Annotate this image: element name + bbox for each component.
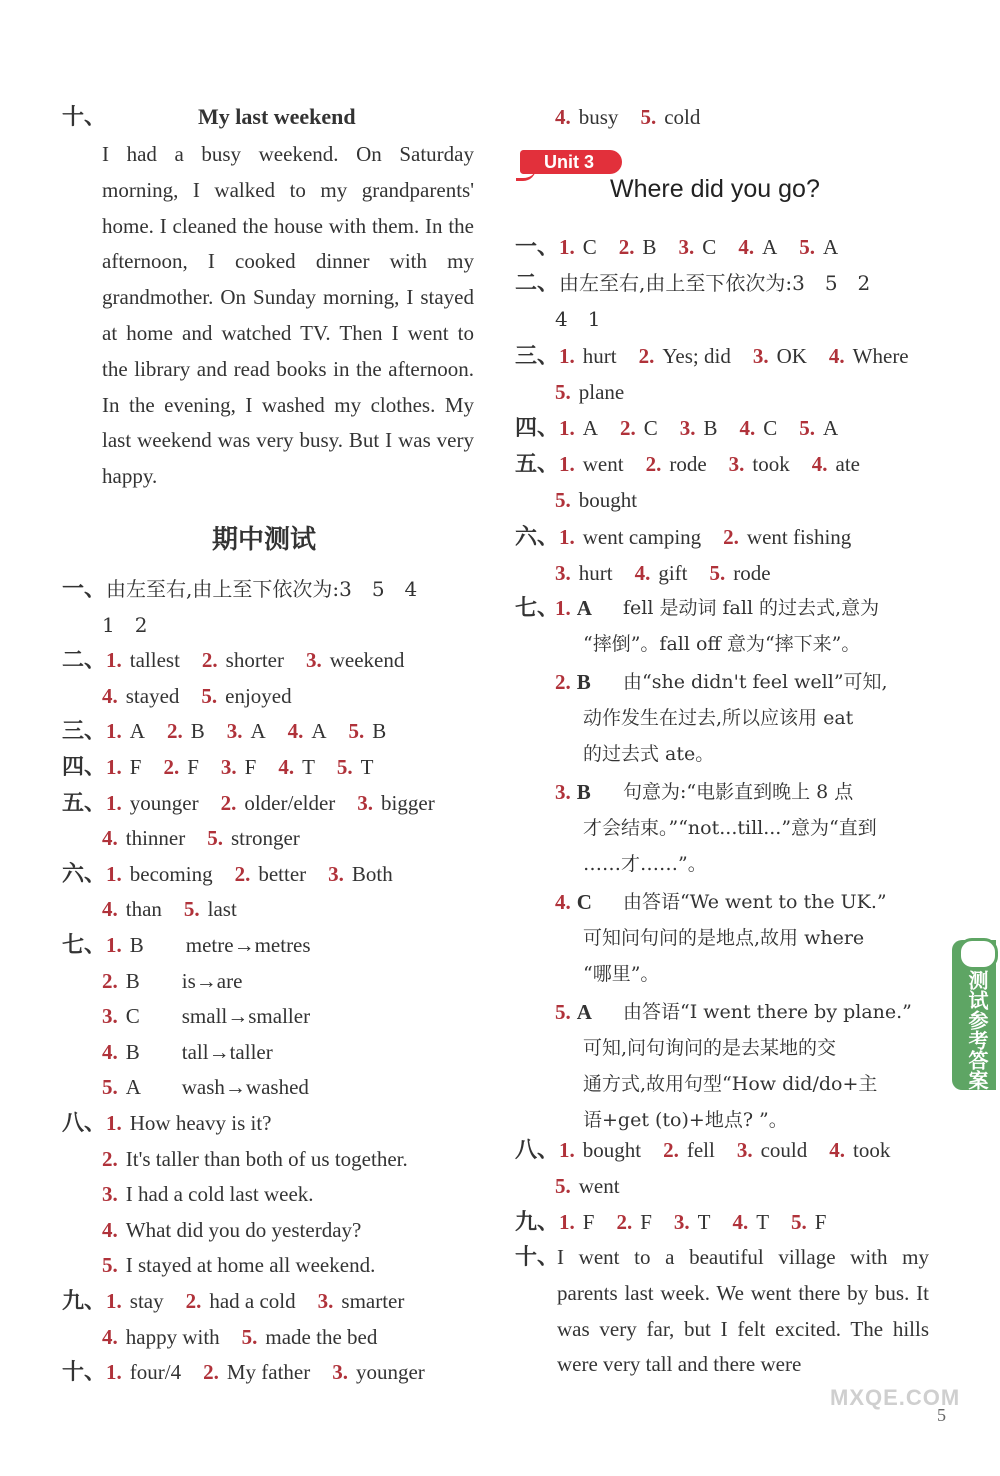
- item-number: 4.: [102, 1324, 118, 1349]
- item-number: 3.: [555, 780, 571, 804]
- item-number: 4.: [102, 1217, 118, 1242]
- item-number: 3.: [752, 343, 769, 368]
- answer-text: 由左至右,由上至下依次为:3 5 2: [559, 271, 871, 296]
- answer-value: bought: [578, 488, 638, 513]
- item-number: 3.: [673, 1210, 690, 1234]
- answer-value: C: [643, 416, 658, 440]
- question-number: 九、: [515, 1209, 560, 1234]
- question-number: 七、: [515, 595, 560, 620]
- answer-value: A wash→washed: [125, 1075, 309, 1100]
- item-number: 3.: [226, 719, 243, 744]
- answer-value: B tall→taller: [125, 1039, 273, 1064]
- answer-value: rode: [733, 560, 771, 585]
- answer-row: [62, 1180, 336, 1208]
- item-number: 2.: [102, 1146, 118, 1171]
- answer-letter: B: [576, 670, 591, 694]
- question-number: 四、: [515, 415, 560, 440]
- answer-row: [62, 646, 426, 674]
- answer-letter: C: [576, 890, 592, 914]
- answer-value: F: [244, 755, 257, 779]
- essay-body: I went to a beautiful village with my parents last week. We went there by bus. It was very far, but I felt excited. The hills were very tall and there were: [557, 1245, 929, 1377]
- answer-value: F: [814, 1210, 827, 1234]
- item-number: 5.: [799, 235, 815, 259]
- side-tab-label: 测试参考答案: [965, 970, 989, 1090]
- answer-value: hurt: [582, 343, 617, 368]
- item-number: 3.: [736, 1138, 753, 1162]
- answer-row: [62, 789, 457, 817]
- answer-row: [62, 1287, 426, 1315]
- question-number: 八、: [62, 1110, 107, 1135]
- answer-value: C: [763, 416, 778, 440]
- item-number: 2.: [723, 524, 739, 549]
- question-number: 十、: [515, 1244, 560, 1269]
- item-number: 5.: [201, 683, 218, 708]
- item-number: 4.: [102, 826, 118, 851]
- answer-value: thinner: [125, 826, 186, 851]
- item-number: 4.: [555, 890, 571, 914]
- item-number: 4.: [739, 416, 756, 440]
- explanation-text: 由“she didn't feel well”可知,: [623, 671, 888, 693]
- item-number: 1.: [106, 1360, 122, 1385]
- page-number: 5: [937, 1405, 946, 1425]
- answer-value: B: [703, 416, 718, 440]
- item-number: 4.: [102, 683, 118, 708]
- item-number: 2.: [201, 648, 218, 673]
- item-number: 5.: [791, 1210, 807, 1234]
- answer-row: [62, 1145, 430, 1173]
- item-number: 4.: [555, 105, 571, 129]
- explanation-text: 通方式,故用句型“How did/do+主: [583, 1073, 878, 1095]
- question-number: 五、: [515, 451, 560, 477]
- explanation-text: “哪里”。: [583, 963, 660, 985]
- answer-text: 由左至右,由上至下依次为:3 5 4: [106, 577, 418, 601]
- explanation-text: 才会结束。”“not...till...”意为“直到: [583, 817, 877, 839]
- item-number: 5.: [555, 379, 571, 404]
- answer-value: B: [372, 719, 387, 744]
- answer-value: fell: [686, 1138, 715, 1162]
- item-number: 4.: [828, 343, 845, 368]
- answer-value: stay: [129, 1289, 164, 1313]
- answer-row: [62, 575, 417, 603]
- answer-value: shorter: [225, 648, 284, 673]
- item-number: 1.: [559, 452, 575, 477]
- answer-row: [62, 717, 408, 745]
- answer-value: enjoyed: [225, 683, 292, 708]
- explanation-text: 句意为:“电影直到晚上 8 点: [623, 781, 854, 803]
- question-number: 二、: [515, 270, 560, 296]
- question-number: 一、: [62, 576, 107, 601]
- answer-value: F: [640, 1210, 652, 1234]
- explanation-text: 由答语“I went there by plane.”: [623, 1001, 912, 1023]
- answer-row: [62, 1358, 447, 1386]
- answer-value: A: [762, 235, 778, 259]
- answer-value: Where: [852, 343, 909, 368]
- answer-value: had a cold: [209, 1289, 296, 1313]
- answer-value: ate: [835, 452, 860, 477]
- answer-value: four/4: [129, 1360, 182, 1385]
- answer-value: hurt: [578, 560, 613, 585]
- answer-value: went fishing: [746, 524, 852, 549]
- question-number: 三、: [62, 718, 107, 744]
- section-title: 期中测试: [212, 525, 317, 555]
- question-number: 十、: [62, 1359, 107, 1385]
- explanation-text: fell 是动词 fall 的过去式,意为: [623, 597, 880, 619]
- item-number: 1.: [106, 719, 122, 744]
- answer-value: T: [697, 1210, 711, 1234]
- item-number: 1.: [106, 1289, 122, 1313]
- item-number: 1.: [559, 416, 575, 440]
- answer-value: T: [302, 755, 315, 779]
- answer-row: [62, 1073, 331, 1101]
- question-number: 一、: [515, 234, 560, 259]
- item-number: 5.: [709, 560, 726, 585]
- item-number: 4.: [287, 719, 304, 744]
- answer-value: A: [129, 719, 145, 744]
- item-number: 3.: [102, 1004, 118, 1029]
- item-number: 4.: [811, 452, 828, 477]
- explanation-item: [555, 998, 592, 1026]
- answer-row: [62, 1002, 332, 1030]
- answer-value: rode: [669, 452, 707, 477]
- answer-value: B is→are: [125, 968, 243, 993]
- answer-value: took: [752, 452, 790, 477]
- answer-row: [515, 1208, 848, 1236]
- item-number: 5.: [207, 826, 223, 851]
- item-number: 1.: [106, 790, 122, 815]
- item-number: 2.: [220, 790, 237, 815]
- answer-row: [515, 486, 659, 514]
- item-number: 2.: [616, 1210, 633, 1234]
- answer-value: younger: [355, 1360, 425, 1385]
- answer-letter: B: [576, 780, 591, 804]
- answer-row: [515, 559, 793, 587]
- answer-value: went: [578, 1174, 620, 1198]
- answer-value: OK: [776, 343, 807, 368]
- question-number: 四、: [62, 754, 107, 779]
- answer-value: A: [822, 235, 839, 259]
- answer-value: tallest: [129, 648, 180, 673]
- item-number: 2.: [163, 755, 180, 779]
- item-number: 1.: [559, 524, 575, 549]
- answer-row: [62, 611, 147, 639]
- unit-badge: Unit 3: [520, 150, 622, 174]
- answer-row: [515, 305, 600, 333]
- answer-value: F: [187, 755, 199, 779]
- answer-value: stayed: [125, 683, 180, 708]
- item-number: 2.: [185, 1289, 202, 1313]
- explanation-text: 由答语“We went to the UK.”: [623, 891, 887, 913]
- answer-value: B metre→metres: [129, 933, 311, 957]
- item-number: 5.: [102, 1075, 118, 1100]
- answer-value: becoming: [129, 861, 213, 886]
- answer-value: T: [756, 1210, 770, 1234]
- answer-value: C small→smaller: [125, 1004, 311, 1029]
- question-number: 六、: [62, 860, 107, 886]
- question-number: 八、: [515, 1137, 560, 1162]
- answer-value: C: [702, 235, 717, 259]
- answer-value: B: [190, 719, 205, 744]
- question-number: 九、: [62, 1288, 107, 1313]
- item-number: 3.: [306, 648, 322, 673]
- item-number: 3.: [357, 790, 374, 815]
- item-number: 2.: [663, 1138, 679, 1162]
- explanation-text: 可知问句问的是地点,故用 where: [583, 927, 865, 949]
- item-number: 3.: [220, 755, 237, 779]
- answer-value: happy with: [125, 1324, 220, 1349]
- answer-row: [515, 1136, 912, 1164]
- answer-value: weekend: [329, 648, 405, 673]
- answer-row: [62, 1109, 294, 1137]
- answer-row: [62, 967, 264, 995]
- explanation-text: 动作发生在过去,所以应该用 eat: [583, 707, 854, 729]
- unit-title: Where did you go?: [610, 175, 820, 203]
- answer-row: [515, 342, 931, 370]
- answer-value: bigger: [381, 790, 435, 815]
- item-number: 2.: [618, 235, 635, 259]
- item-number: 5.: [348, 719, 365, 744]
- answer-value: better: [258, 861, 307, 886]
- explanation-item: [555, 778, 591, 806]
- item-number: 4.: [738, 235, 755, 259]
- answer-row: [62, 753, 395, 781]
- answer-row: [62, 860, 415, 888]
- item-number: 1.: [559, 1210, 575, 1234]
- explanation-item: [555, 668, 591, 696]
- answer-row: [515, 450, 882, 478]
- explanation-item: [555, 594, 592, 622]
- item-number: 2.: [555, 670, 571, 694]
- answer-row: [62, 895, 259, 923]
- answer-value: How heavy is it?: [129, 1111, 272, 1135]
- answer-text: 1 2: [102, 612, 148, 637]
- explanation-text: 的过去式 ate。: [583, 743, 715, 765]
- answer-row: [515, 414, 860, 442]
- answer-row: [62, 1323, 399, 1351]
- answer-value: last: [207, 897, 237, 922]
- item-number: 5.: [640, 105, 657, 129]
- answer-value: gift: [658, 560, 688, 585]
- answer-value: What did you do yesterday?: [125, 1217, 362, 1242]
- essay-body: I had a busy weekend. On Saturday morning, I walked to my grandparents' home. I cleaned the house with them. In the afternoon, I cooked dinner with my grandmother. On Sunday morning, I stayed at home and watched TV. Then I went to the library and read books in the afternoon. In the evening, I washed my clothes. My last weekend was very busy. But I was very happy.: [102, 142, 474, 489]
- answer-row: [515, 378, 646, 406]
- item-number: 4.: [278, 755, 295, 779]
- answer-value: It's taller than both of us together.: [125, 1146, 408, 1171]
- item-number: 1.: [555, 596, 571, 620]
- answer-row: [62, 1038, 295, 1066]
- answer-value: than: [125, 897, 162, 922]
- answer-text: 4 1: [555, 307, 601, 332]
- answer-value: made the bed: [265, 1324, 378, 1349]
- answer-letter: A: [576, 596, 592, 620]
- item-number: 1.: [559, 1138, 575, 1162]
- watermark: MXQE.COM: [830, 1385, 961, 1410]
- item-number: 1.: [106, 933, 122, 957]
- item-number: 3.: [555, 560, 571, 585]
- answer-value: went camping: [582, 524, 702, 549]
- item-number: 3.: [328, 861, 344, 886]
- answer-row: [515, 233, 860, 261]
- answer-row: [515, 523, 873, 551]
- item-number: 2.: [645, 452, 662, 477]
- answer-value: could: [760, 1138, 808, 1162]
- question-number: 五、: [62, 789, 107, 815]
- item-number: 2.: [619, 416, 636, 440]
- answer-value: A: [250, 719, 266, 744]
- question-number: 十、: [62, 104, 107, 129]
- item-number: 1.: [559, 235, 575, 259]
- answer-value: I had a cold last week.: [125, 1182, 314, 1207]
- item-number: 4.: [102, 1039, 118, 1064]
- speech-bubble-icon: [958, 938, 998, 970]
- answer-row: [62, 1251, 397, 1279]
- item-number: 3.: [678, 235, 695, 259]
- answer-value: C: [582, 235, 597, 259]
- answer-value: Yes; did: [662, 343, 731, 368]
- item-number: 2.: [234, 861, 251, 886]
- item-number: 5.: [555, 1174, 571, 1198]
- item-number: 1.: [559, 343, 575, 368]
- explanation-text: “摔倒”。fall off 意为“摔下来”。: [583, 633, 861, 655]
- answer-value: I stayed at home all weekend.: [125, 1253, 376, 1278]
- answer-value: My father: [226, 1360, 311, 1385]
- item-number: 2.: [203, 1360, 219, 1385]
- answer-value: B: [642, 235, 657, 259]
- answer-value: took: [853, 1138, 891, 1162]
- explanation-text: 语+get (to)+地点? ”。: [583, 1109, 788, 1131]
- answer-value: A: [582, 416, 598, 440]
- item-number: 3.: [102, 1182, 118, 1207]
- essay-title: My last weekend: [198, 104, 356, 129]
- answer-value: F: [129, 755, 142, 779]
- explanation-text: ……才……”。: [583, 853, 707, 875]
- question-number: 六、: [515, 523, 560, 549]
- item-number: 2.: [638, 343, 655, 368]
- item-number: 4.: [102, 897, 118, 922]
- item-number: 5.: [102, 1253, 118, 1278]
- answer-row: [62, 824, 322, 852]
- answer-value: stronger: [230, 826, 300, 851]
- answer-row: [62, 682, 314, 710]
- explanation-item: [555, 888, 592, 916]
- explanation-text: 可知,问句询问的是去某地的交: [583, 1037, 837, 1059]
- item-number: 5.: [555, 1000, 571, 1024]
- item-number: 1.: [106, 755, 122, 779]
- item-number: 5.: [555, 488, 571, 513]
- answer-value: went: [582, 452, 624, 477]
- answer-value: older/elder: [244, 790, 336, 815]
- answer-value: busy: [578, 105, 619, 129]
- item-number: 3.: [728, 452, 745, 477]
- answer-row: [555, 103, 722, 131]
- item-number: 4.: [829, 1138, 845, 1162]
- question-number: 三、: [515, 342, 560, 368]
- item-number: 5.: [241, 1324, 258, 1349]
- item-number: 3.: [679, 416, 696, 440]
- answer-row: [62, 931, 333, 959]
- item-number: 1.: [106, 861, 122, 886]
- item-number: 4.: [634, 560, 651, 585]
- item-number: 2.: [102, 968, 118, 993]
- item-number: 3.: [332, 1360, 348, 1385]
- answer-value: F: [582, 1210, 595, 1234]
- item-number: 5.: [336, 755, 353, 779]
- answer-value: A: [311, 719, 327, 744]
- answer-value: younger: [129, 790, 199, 815]
- item-number: 3.: [317, 1289, 334, 1313]
- question-number: 七、: [62, 932, 107, 957]
- item-number: 5.: [183, 897, 200, 922]
- answer-value: A: [822, 416, 839, 440]
- item-number: 2.: [166, 719, 183, 744]
- question-number: 二、: [62, 647, 107, 673]
- answer-value: bought: [582, 1138, 642, 1162]
- item-number: 1.: [106, 648, 122, 673]
- item-number: 5.: [799, 416, 815, 440]
- answer-value: cold: [664, 105, 701, 129]
- answer-row: [515, 269, 870, 297]
- answer-row: [515, 1172, 642, 1200]
- answer-letter: A: [576, 1000, 592, 1024]
- answer-value: smarter: [341, 1289, 405, 1313]
- answer-value: T: [360, 755, 374, 779]
- answer-value: plane: [578, 379, 625, 404]
- item-number: 1.: [106, 1111, 122, 1135]
- answer-value: Both: [351, 861, 393, 886]
- item-number: 4.: [732, 1210, 749, 1234]
- answer-row: [62, 1216, 383, 1244]
